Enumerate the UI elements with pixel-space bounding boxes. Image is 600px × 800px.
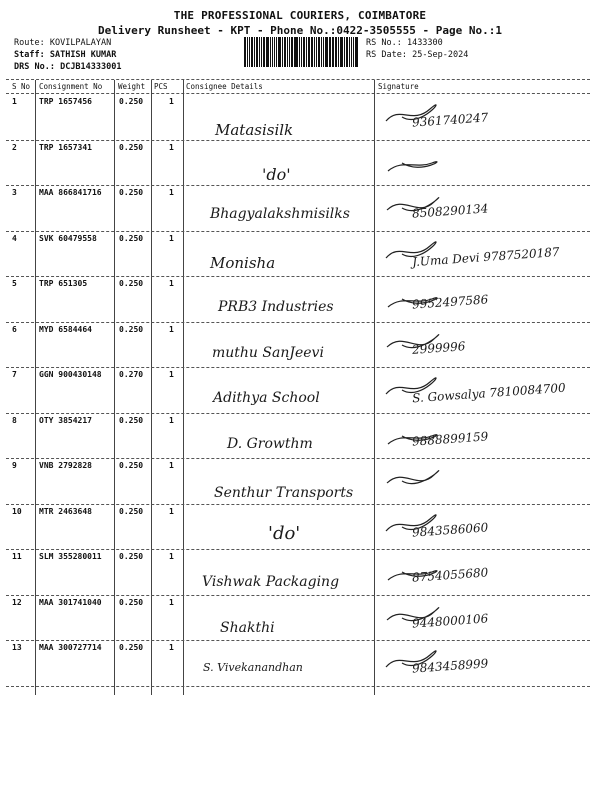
- drs-value: DCJB14333001: [60, 62, 122, 72]
- rs-no-line: [366, 37, 468, 49]
- header-right: [366, 37, 468, 61]
- rs-date-label: RS Date:: [366, 50, 407, 60]
- signature-scrawl: [382, 418, 442, 452]
- route-label: Route:: [14, 38, 45, 48]
- row-separator: [6, 322, 590, 323]
- row-weight: 0.250: [119, 324, 144, 334]
- rs-no-label: RS No.:: [366, 38, 402, 48]
- row-consignment-no: MAA 301741040: [39, 597, 102, 607]
- staff-line: [14, 49, 122, 61]
- col-divider: [35, 80, 36, 695]
- row-pcs: 1: [169, 461, 174, 470]
- row-separator: [6, 640, 590, 641]
- col-divider: [151, 80, 152, 695]
- row-weight: 0.250: [119, 142, 144, 152]
- row-weight: 0.250: [119, 279, 144, 288]
- row-sno: 7: [12, 370, 17, 379]
- row-consignment-no: MYD 6584464: [39, 324, 92, 334]
- row-sno: 12: [12, 597, 22, 607]
- row-separator: [6, 367, 590, 368]
- row-separator: [6, 231, 590, 232]
- row-sno: 13: [12, 643, 22, 652]
- row-consignment-no: MAA 866841716: [39, 188, 102, 197]
- rs-no-value: 1433300: [406, 38, 443, 48]
- company-title: THE PROFESSIONAL COURIERS, COIMBATORE: [173, 9, 427, 22]
- col-sno: S No: [12, 82, 31, 91]
- row-weight: 0.250: [119, 97, 144, 106]
- signature-scrawl: [382, 554, 442, 588]
- row-consignment-no: TRP 1657456: [39, 97, 92, 106]
- row-consignment-no: TRP 1657341: [39, 142, 92, 152]
- consignee-handwritten: Senthur Transports: [214, 485, 354, 501]
- col-pcs: PCS: [154, 82, 168, 91]
- consignee-handwritten: Matasisilk: [215, 121, 294, 139]
- signature-note: 9888899159: [411, 428, 489, 449]
- row-separator: [6, 686, 590, 687]
- col-divider: [183, 80, 184, 695]
- signature-note: 8754055680: [411, 565, 489, 585]
- row-consignment-no: VNB 2792828: [39, 461, 92, 470]
- row-pcs: 1: [169, 597, 174, 607]
- row-weight: 0.250: [119, 597, 144, 607]
- row-consignment-no: SVK 60479558: [39, 233, 97, 243]
- consignee-handwritten: 'do': [262, 164, 291, 184]
- row-separator: [6, 504, 590, 505]
- staff-value: SATHISH KUMAR: [49, 50, 117, 60]
- drs-label: DRS No.:: [14, 62, 55, 72]
- row-weight: 0.270: [119, 370, 144, 379]
- col-consignee: Consignee Details: [186, 82, 263, 91]
- row-separator: [6, 413, 590, 414]
- runsheet-subtitle: Delivery Runsheet - KPT - Phone No.:0422-3505555 - Page No.:1: [98, 24, 502, 37]
- signature-note: 9952497586: [411, 292, 489, 312]
- consignee-handwritten: Bhagyalakshmisilks: [210, 206, 350, 222]
- signature-scrawl: [382, 99, 442, 133]
- row-consignment-no: MAA 300727714: [39, 643, 102, 652]
- row-sno: 3: [12, 188, 17, 197]
- row-sno: 10: [12, 506, 22, 516]
- signature-note: 2999996: [411, 338, 466, 357]
- row-sno: 11: [12, 552, 22, 561]
- signature-scrawl: [382, 236, 442, 270]
- row-pcs: 1: [169, 97, 174, 106]
- row-separator: [6, 140, 590, 141]
- row-separator: [6, 549, 590, 550]
- row-pcs: 1: [169, 233, 174, 243]
- consignee-handwritten: Monisha: [210, 253, 276, 272]
- row-sno: 1: [12, 97, 17, 106]
- col-consignment: Consignment No: [39, 82, 103, 91]
- barcode: [244, 37, 359, 67]
- signature-scrawl: [382, 372, 442, 406]
- col-weight: Weight: [118, 82, 146, 91]
- signature-scrawl: [382, 145, 442, 179]
- consignee-handwritten: D. Growthm: [227, 435, 313, 452]
- rs-date-value: 25-Sep-2024: [412, 50, 469, 60]
- consignee-handwritten: PRB3 Industries: [218, 299, 334, 315]
- col-signature: Signature: [378, 82, 419, 91]
- signature-note: S. Gowsalya 7810084700: [411, 380, 567, 406]
- signature-scrawl: [382, 463, 442, 497]
- row-consignment-no: OTY 3854217: [39, 415, 92, 425]
- row-sno: 4: [12, 233, 17, 243]
- rs-date-line: [366, 49, 468, 61]
- row-weight: 0.250: [119, 643, 144, 652]
- header-left: [14, 37, 122, 73]
- header-bottom-rule: [6, 93, 590, 94]
- row-sno: 8: [12, 415, 17, 425]
- row-consignment-no: SLM 355280011: [39, 552, 102, 561]
- consignee-handwritten: muthu SanJeevi: [212, 344, 324, 361]
- staff-label: Staff:: [14, 50, 45, 60]
- column-header-row: [6, 80, 590, 94]
- consignee-handwritten: Shakthi: [220, 619, 275, 636]
- row-sno: 9: [12, 461, 17, 470]
- consignee-handwritten: Vishwak Packaging: [202, 574, 340, 590]
- signature-note: 9448000106: [411, 610, 489, 631]
- row-weight: 0.250: [119, 233, 144, 243]
- row-consignment-no: MTR 2463648: [39, 506, 92, 516]
- col-divider: [374, 80, 375, 695]
- signature-scrawl: [382, 600, 442, 634]
- row-consignment-no: GGN 900430148: [39, 370, 102, 379]
- row-separator: [6, 595, 590, 596]
- route-value: KOVILPALAYAN: [49, 38, 112, 48]
- row-separator: [6, 185, 590, 186]
- signature-scrawl: [382, 645, 442, 679]
- signature-note: 9843458999: [411, 656, 489, 676]
- row-pcs: 1: [169, 370, 174, 379]
- consignee-handwritten: 'do': [268, 522, 301, 544]
- signature-note: 9361740247: [411, 110, 489, 130]
- consignee-handwritten: Adithya School: [213, 390, 320, 406]
- row-pcs: 1: [169, 643, 174, 652]
- signature-note: J.Uma Devi 9787520187: [411, 244, 560, 269]
- row-sno: 6: [12, 324, 17, 334]
- row-sno: 2: [12, 142, 17, 152]
- row-pcs: 1: [169, 279, 174, 288]
- signature-note: 9843586060: [411, 519, 489, 540]
- row-separator: [6, 276, 590, 277]
- row-pcs: 1: [169, 552, 174, 561]
- row-pcs: 1: [169, 324, 174, 334]
- row-weight: 0.250: [119, 506, 144, 516]
- signature-scrawl: [382, 327, 442, 361]
- row-pcs: 1: [169, 415, 174, 425]
- row-weight: 0.250: [119, 415, 144, 425]
- col-divider: [114, 80, 115, 695]
- row-weight: 0.250: [119, 188, 144, 197]
- signature-scrawl: [382, 190, 442, 224]
- row-consignment-no: TRP 651305: [39, 279, 88, 288]
- drs-line: [14, 61, 122, 73]
- row-weight: 0.250: [119, 461, 144, 470]
- signature-scrawl: [382, 281, 442, 315]
- consignee-handwritten: S. Vivekanandhan: [203, 661, 303, 674]
- row-pcs: 1: [169, 142, 174, 152]
- row-pcs: 1: [169, 188, 174, 197]
- row-separator: [6, 458, 590, 459]
- route-line: [14, 37, 122, 49]
- signature-note: 8508290134: [411, 201, 489, 221]
- row-weight: 0.250: [119, 552, 144, 561]
- signature-scrawl: [382, 509, 442, 543]
- row-sno: 5: [12, 279, 17, 288]
- row-pcs: 1: [169, 506, 174, 516]
